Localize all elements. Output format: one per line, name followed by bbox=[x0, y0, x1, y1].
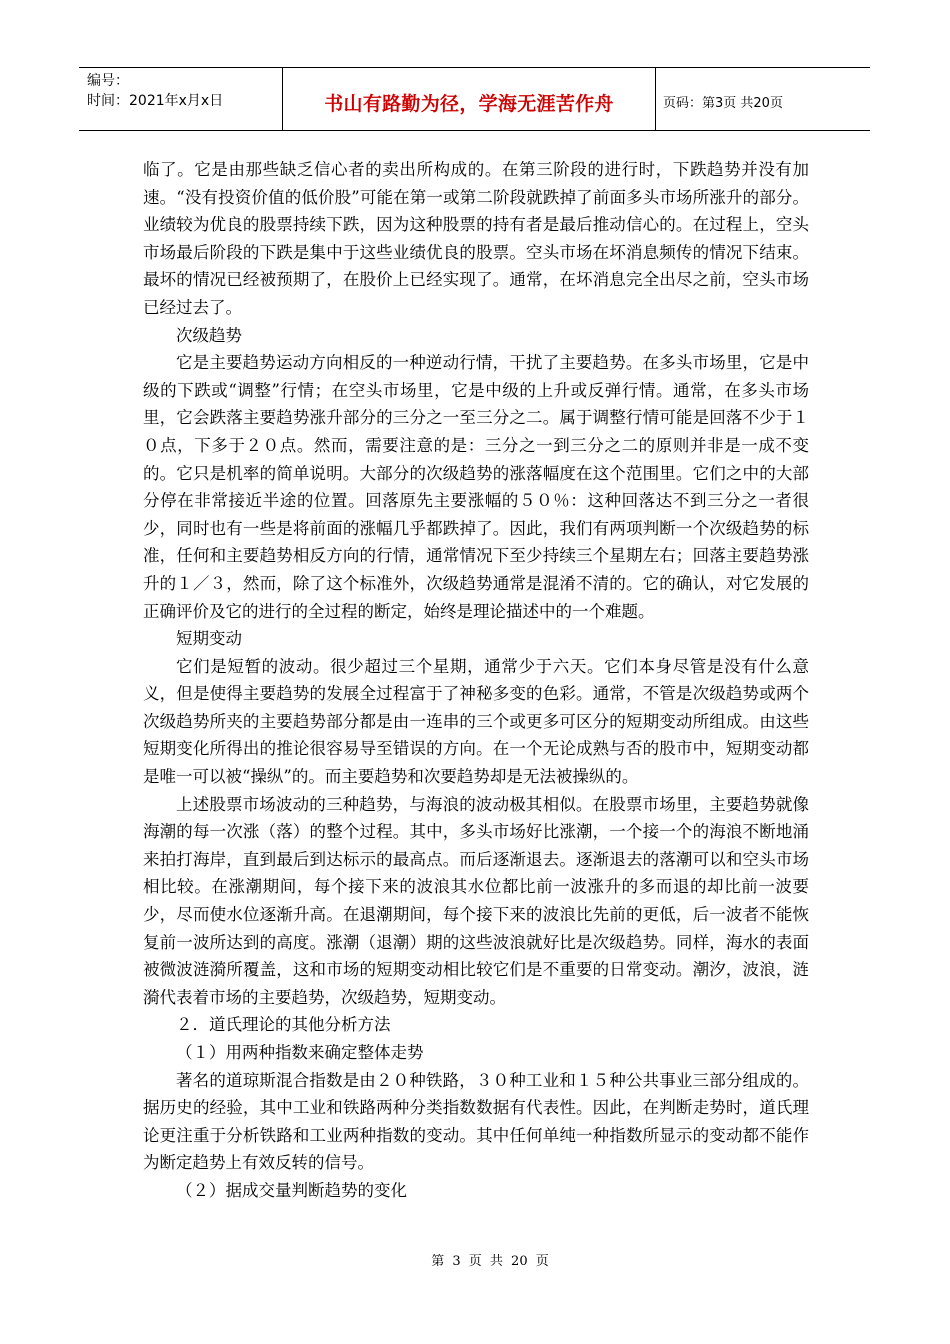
subsection-heading-volume: （２）据成交量判断趋势的变化 bbox=[176, 1180, 407, 1200]
section-heading-short-term: 短期变动 bbox=[176, 629, 242, 649]
paragraph-two-indices: 著名的道琼斯混合指数是由２０种铁路，３０种工业和１５种公共事业三部分组成的。据历史的经验，其中工业和铁路两种分类指数数据有代表性。因此，在判断走势时，道氏理论更注重于分析铁路和工业两种指数的变动。其中任何单纯一种指数所显示的变动都不能作为断定趋势上有效反转的信号。 bbox=[143, 1070, 809, 1173]
header-meta bbox=[79, 68, 283, 130]
document-number-label: 编号： bbox=[87, 73, 129, 89]
footer-page-number: 第 3 页 共 20 页 bbox=[431, 1254, 549, 1269]
section-heading-other-methods: ２．道氏理论的其他分析方法 bbox=[176, 1015, 391, 1035]
document-body bbox=[143, 156, 809, 1205]
header-page-info: 页码：第3页 共20页 bbox=[663, 95, 783, 111]
subsection-heading-two-indices: （１）用两种指数来确定整体走势 bbox=[176, 1043, 424, 1062]
document-time-label: 时间：2021年x月x日 bbox=[87, 93, 224, 109]
page-footer bbox=[0, 1250, 950, 1269]
page-header bbox=[79, 67, 870, 131]
paragraph-secondary-trend: 它是主要趋势运动方向相反的一种逆动行情，干扰了主要趋势。在多头市场里，它是中级的下跌或“调整”行情；在空头市场里，它是中级的上升或反弹行情。通常，在多头市场里，它会跌落主要趋势涨升部分的三分之一至三分之二。属于调整行情可能是回落不少于１０点，下多于２０点。然而，需要注意的是：三分之一到三分之二的原则并非是一成不变的。它只是机率的简单说明。大部分的次级趋势的涨落幅度在这个范围里。它们之中的大部分停在非常接近半途的位置。回落原先主要涨幅的５０％：这种回落达不到三分之一者很少，同时也有一些是将前面的涨幅几乎都跌掉了。因此，我们有两项判断一个次级趋势的标准，任何和主要趋势相反方向的行情，通常情况下至少持续三个星期左右；回落主要趋势涨升的１／３，然而，除了这个标准外，次级趋势通常是混淆不清的。它的确认，对它发展的正确评价及它的进行的全过程的断定，始终是理论描述中的一个难题。 bbox=[143, 353, 809, 621]
header-motto-cell bbox=[283, 68, 656, 130]
header-motto: 书山有路勤为径，学海无涯苦作舟 bbox=[324, 92, 614, 115]
paragraph-continuation: 临了。它是由那些缺乏信心者的卖出所构成的。在第三阶段的进行时，下跌趋势并没有加速。“没有投资价值的低价股”可能在第一或第二阶段就跌掉了前面多头市场所涨升的部分。业绩较为优良的股票持续下跌，因为这种股票的持有者是最后推动信心的。在过程上，空头市场最后阶段的下跌是集中于这些业绩优良的股票。空头市场在坏消息频传的情况下结束。最坏的情况已经被预期了，在股价上已经实现了。通常，在坏消息完全出尽之前，空头市场已经过去了。 bbox=[143, 160, 809, 317]
header-page-info-cell bbox=[656, 68, 870, 130]
paragraph-wave-analogy: 上述股票市场波动的三种趋势，与海浪的波动极其相似。在股票市场里，主要趋势就像海潮的每一次涨（落）的整个过程。其中，多头市场好比涨潮，一个接一个的海浪不断地涌来拍打海岸，直到最后到达标示的最高点。而后逐渐退去。逐渐退去的落潮可以和空头市场相比较。在涨潮期间，每个接下来的波浪其水位都比前一波涨升的多而退的却比前一波要少，尽而使水位逐渐升高。在退潮期间，每个接下来的波浪比先前的更低，后一波者不能恢复前一波所达到的高度。涨潮（退潮）期的这些波浪就好比是次级趋势。同样，海水的表面被微波涟漪所覆盖，这和市场的短期变动相比较它们是不重要的日常变动。潮汐，波浪，涟漪代表着市场的主要趋势，次级趋势，短期变动。 bbox=[143, 794, 809, 1007]
paragraph-short-term: 它们是短暂的波动。很少超过三个星期，通常少于六天。它们本身尽管是没有什么意义，但是使得主要趋势的发展全过程富于了神秘多变的色彩。通常，不管是次级趋势或两个次级趋势所夹的主要趋势部分都是由一连串的三个或更多可区分的短期变动所组成。由这些短期变化所得出的推论很容易导至错误的方向。在一个无论成熟与否的股市中，短期变动都是唯一可以被“操纵”的。而主要趋势和次要趋势却是无法被操纵的。 bbox=[143, 656, 809, 787]
section-heading-secondary-trend: 次级趋势 bbox=[176, 325, 242, 345]
